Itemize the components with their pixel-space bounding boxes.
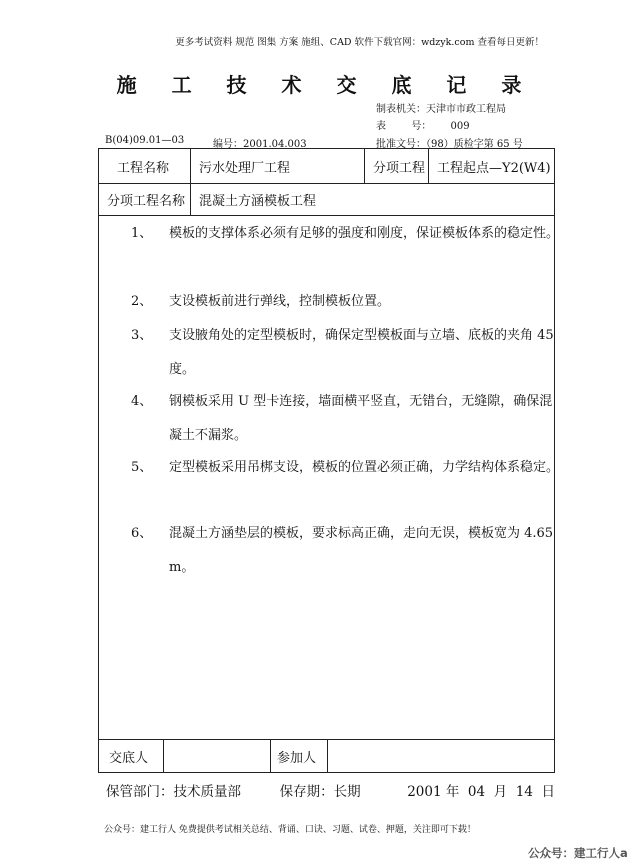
form-code: B(04)09.01—03 [105, 135, 185, 146]
footer [106, 780, 555, 800]
list-item [131, 285, 561, 319]
list-item [131, 517, 561, 585]
item-text: 支设模板前进行弹线，控制模板位置。 [169, 294, 391, 309]
item-number: 1、 [131, 226, 153, 241]
promo-note: 公众号：建工行人 免费提供考试相关总结、背诵、口诀、习题、试卷、押题，关注即可下载！ [104, 825, 476, 835]
watermark: 公众号：建工行人a [528, 846, 628, 860]
record-table [98, 148, 560, 773]
storage-dept: 保管部门：技术质量部 [106, 784, 241, 800]
item-text: 支设腋角处的定型模板时，确保定型模板面与立墙、底板的夹角 45 度。 [169, 328, 554, 377]
record-date: 2001 年 04 月 14 日 [407, 784, 556, 800]
serial-number: 编号：2001.04.003 [213, 139, 307, 150]
project-name-value: 污水处理厂工程 [191, 149, 365, 183]
item-text: 钢模板采用 U 型卡连接，墙面横平竖直，无错台，无缝隙，确保混凝土不漏浆。 [169, 394, 553, 443]
document-title: 施 工 技 术 交 底 记 录 [116, 73, 536, 97]
item-number: 3、 [131, 328, 153, 343]
project-name-label: 工程名称 [99, 149, 191, 183]
issuer: 制表机关：天津市市政工程局 [376, 104, 506, 115]
approval-number: 批准文号：（98）质检字第 65 号 [376, 139, 523, 150]
list-item [131, 451, 561, 519]
item-number: 5、 [131, 460, 153, 475]
item-text: 定型模板采用吊梆支设，模板的位置必须正确，力学结构体系稳定。 [169, 460, 560, 475]
row-divider [99, 215, 554, 216]
item-number: 6、 [131, 526, 153, 541]
download-banner: 更多考试资料 规范 图集 方案 施组、CAD 软件下载官网：wdzyk.com 查看每日更新！ [175, 37, 544, 48]
participant-value [328, 740, 554, 772]
sub-item-value: 工程起点—Y2(W4) [437, 160, 551, 176]
participant-label: 参加人 [271, 740, 328, 772]
sub-project-value: 混凝土方涵模板工程 [199, 194, 317, 209]
form-number: 表 号： 009 [376, 121, 470, 132]
item-text: 模板的支撑体系必须有足够的强度和刚度，保证模板体系的稳定性。 [169, 226, 560, 241]
item-text: 混凝土方涵垫层的模板，要求标高正确，走向无误，模板宽为 4.65 m。 [169, 526, 554, 575]
handover-value [164, 740, 271, 772]
retention-period: 保存期：长期 [279, 784, 361, 800]
list-item [131, 385, 561, 453]
item-number: 4、 [131, 394, 153, 409]
handover-label: 交底人 [99, 740, 164, 772]
sub-item-label: 分项工程 [365, 149, 429, 183]
list-item [131, 319, 561, 387]
sub-project-label: 分项工程名称 [99, 184, 191, 215]
item-number: 2、 [131, 294, 153, 309]
list-item [131, 217, 561, 285]
